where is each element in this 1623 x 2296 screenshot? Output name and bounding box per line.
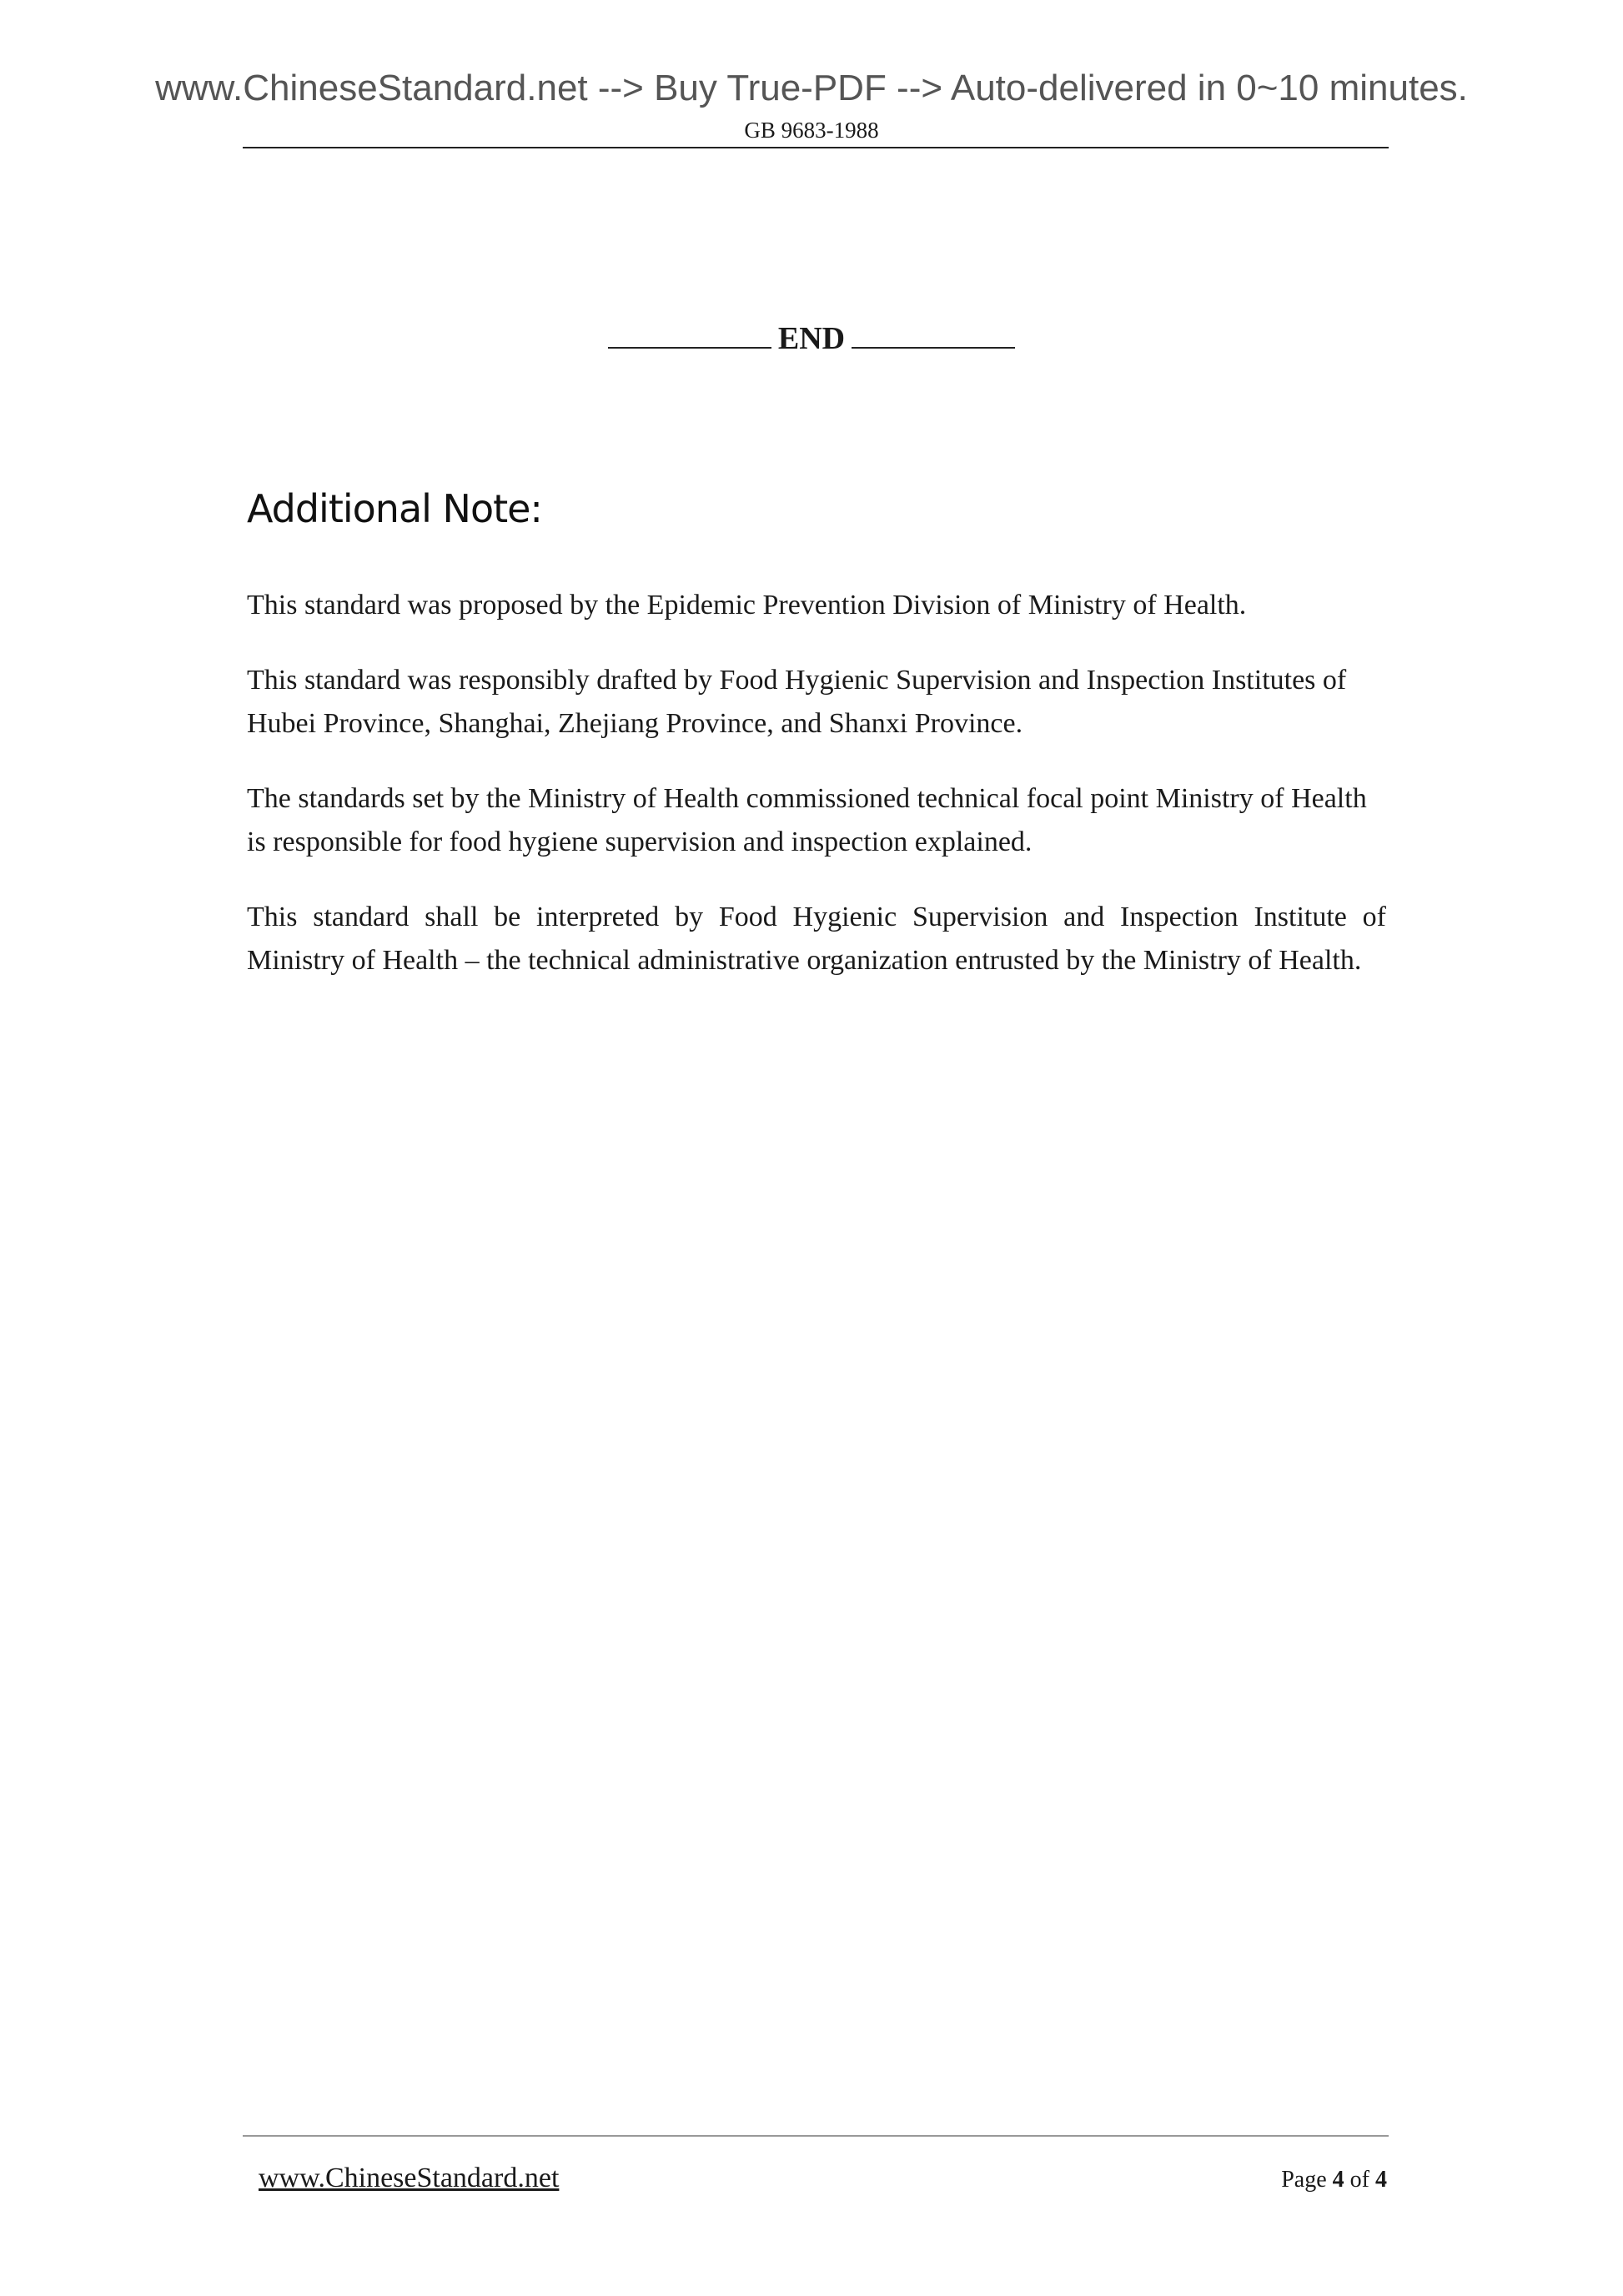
footer-divider — [243, 2135, 1389, 2137]
note-paragraph-proposed: This standard was proposed by the Epidemic Prevention Division of Ministry of Health. — [247, 590, 1247, 620]
page-label: Page — [1281, 2167, 1327, 2193]
page-number — [1281, 2165, 1387, 2195]
header-divider — [243, 147, 1389, 148]
page-of-label: of — [1349, 2167, 1369, 2193]
note-paragraph-drafted: This standard was responsibly drafted by Food Hygienic Supervision and Inspection Institutes of Hubei Province, Shanghai, Zhejiang Province, and Shanxi Province. — [247, 665, 1347, 739]
end-marker — [0, 319, 1623, 359]
additional-note-body — [247, 584, 1386, 1014]
page-current: 4 — [1332, 2167, 1344, 2193]
standard-code: GB 9683-1988 — [744, 118, 879, 143]
footer-site-link[interactable]: www.ChineseStandard.net — [259, 2163, 560, 2193]
end-label: END — [777, 321, 846, 356]
note-paragraph-interpreted: This standard shall be interpreted by Food Hygienic Supervision and Inspection Institute of Ministry of Health – the technical administrative organization entrusted by the Ministry of Health. — [247, 902, 1386, 976]
page-total: 4 — [1375, 2167, 1387, 2193]
additional-note-heading: Additional Note: — [247, 486, 542, 531]
end-right-rule — [852, 347, 1015, 349]
site-banner: www.ChineseStandard.net --> Buy True-PDF --> Auto-delivered in 0~10 minutes. — [155, 68, 1468, 108]
note-paragraph-commissioned: The standards set by the Ministry of Health commissioned technical focal point Ministry of Health is responsible for food hygiene supervision and inspection explained. — [247, 783, 1367, 857]
end-left-rule — [608, 347, 771, 349]
